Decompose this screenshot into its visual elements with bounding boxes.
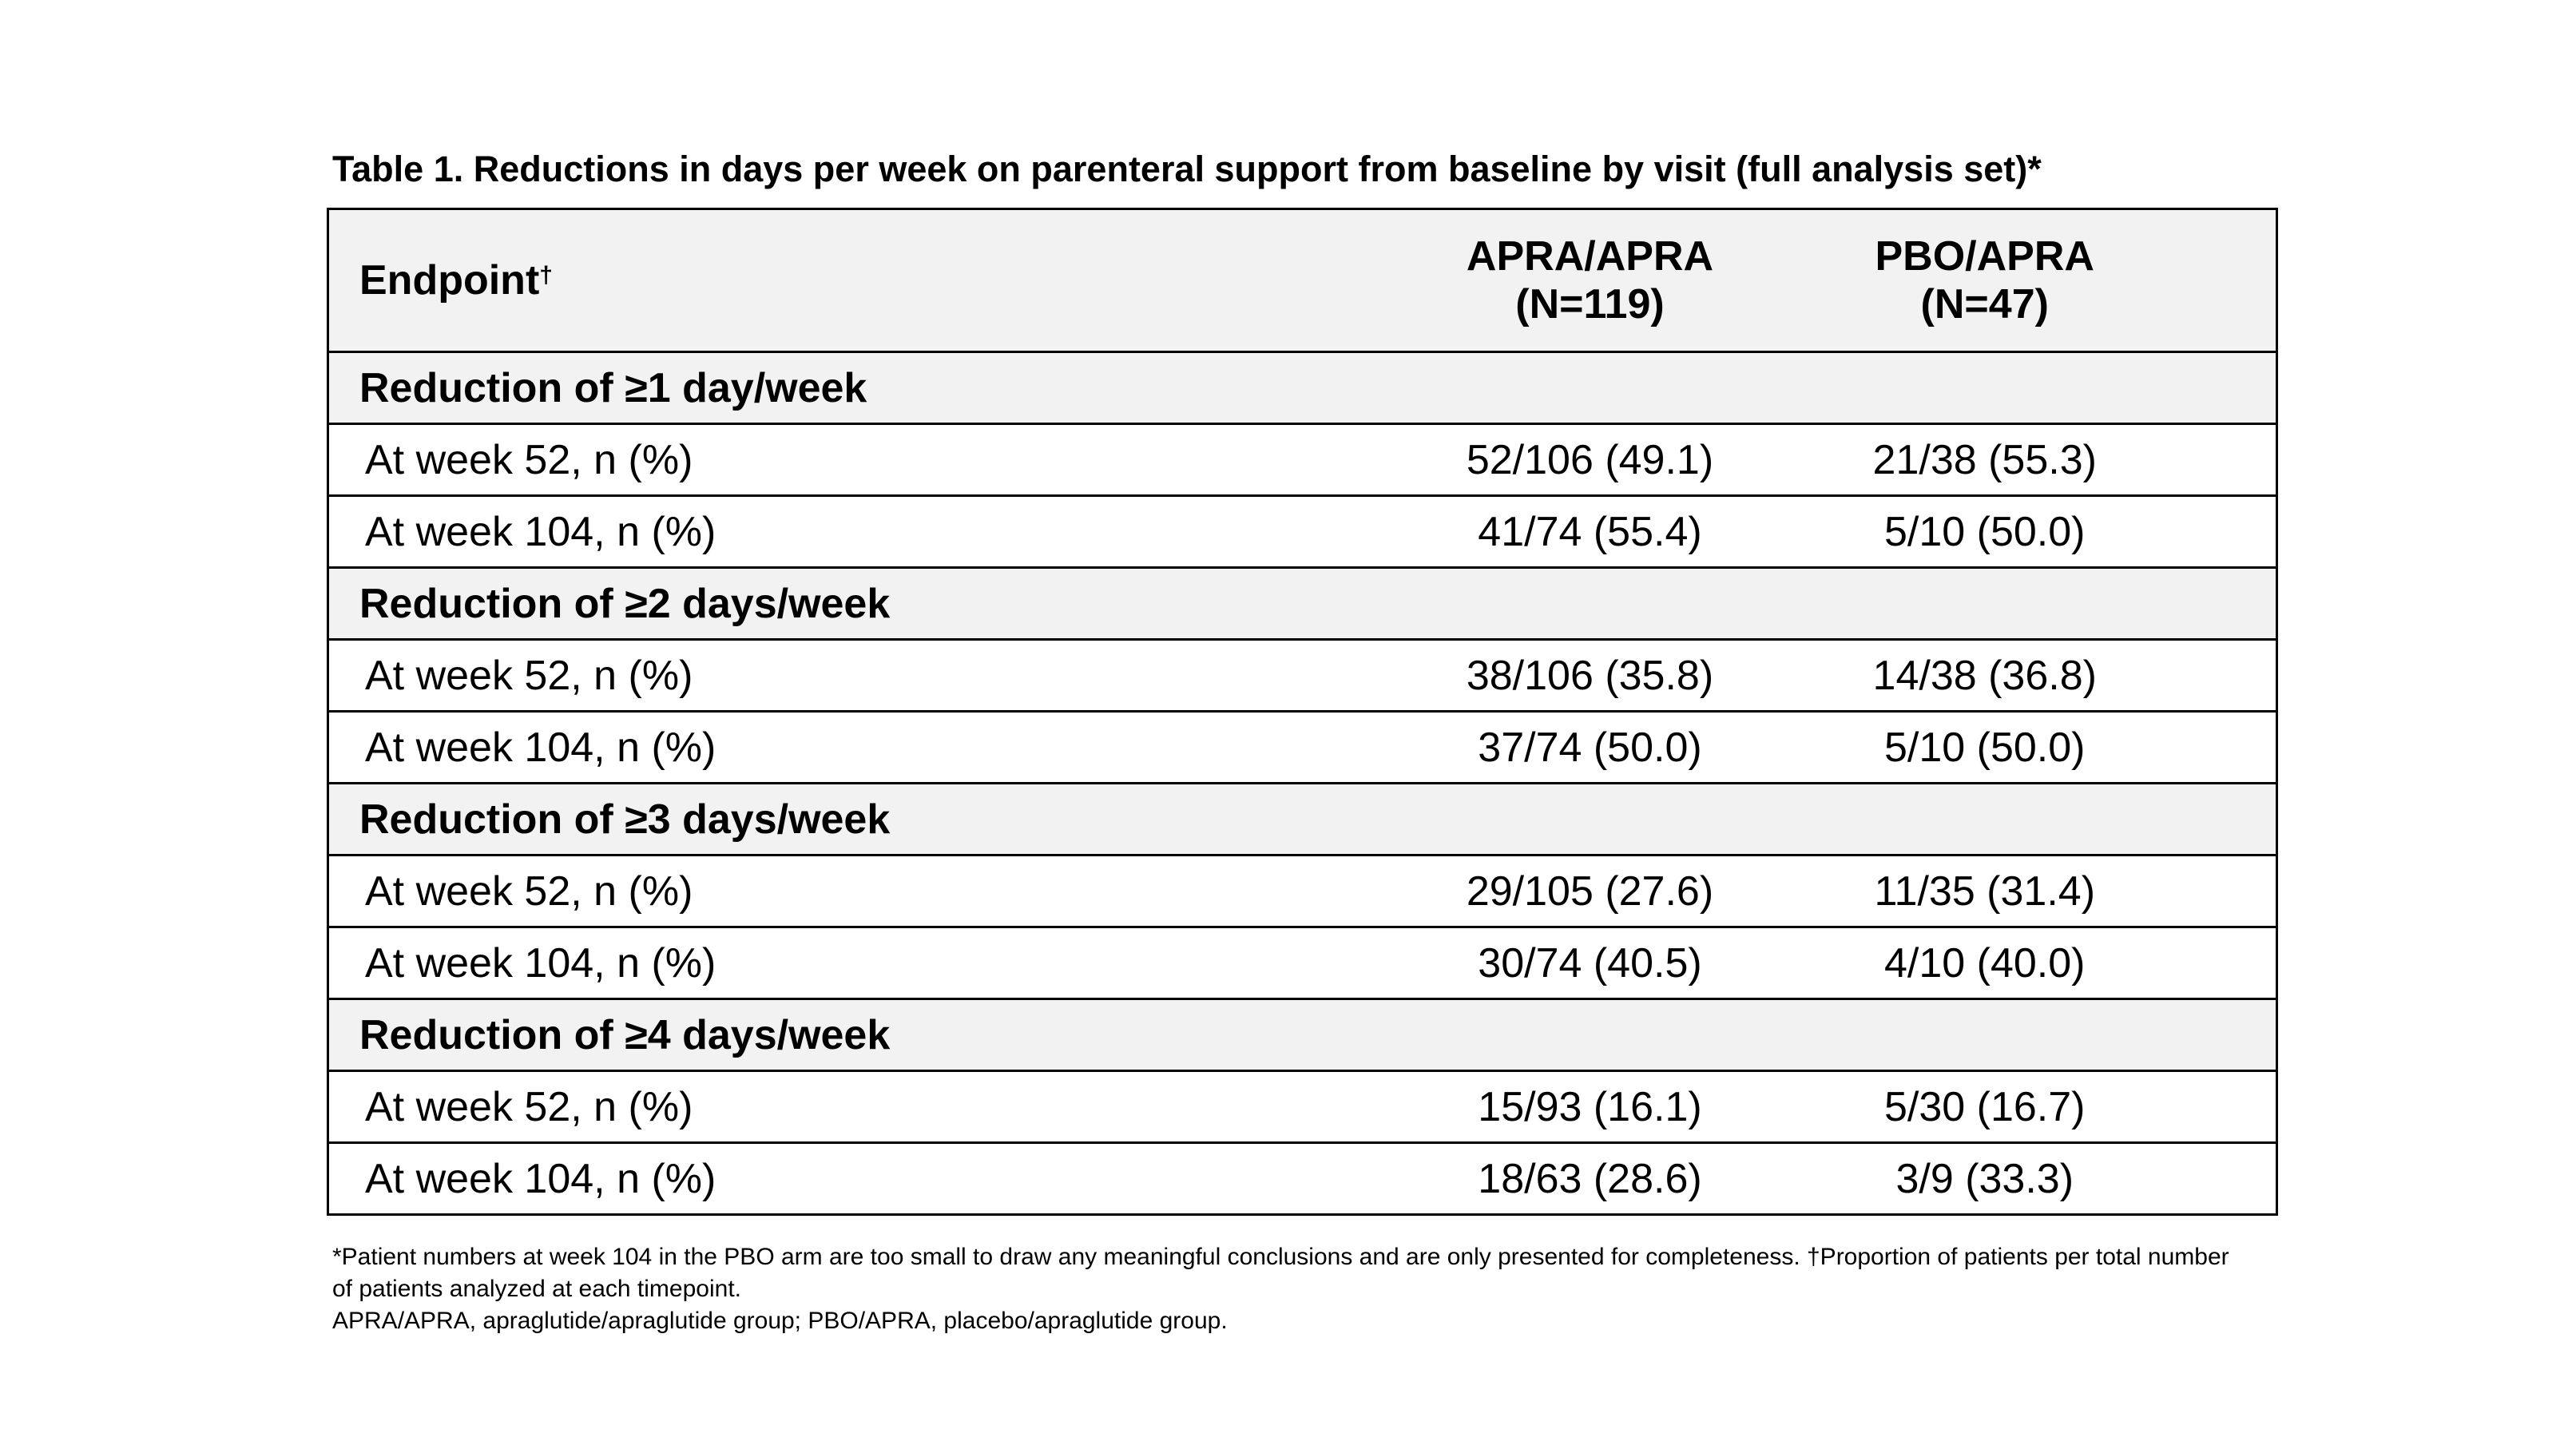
section-row [328, 784, 2277, 856]
row-label: At week 104, n (%) [328, 712, 1375, 784]
row-label: At week 104, n (%) [328, 927, 1375, 999]
row-label: At week 104, n (%) [328, 1143, 1375, 1215]
pbo-value: 3/9 (33.3) [1830, 1143, 2277, 1215]
apra-header-line1: APRA/APRA [1466, 233, 1714, 280]
row-label: At week 52, n (%) [328, 640, 1375, 712]
dagger-mark: † [539, 262, 553, 288]
table-footnotes [332, 1241, 2249, 1337]
pbo-value: 5/30 (16.7) [1830, 1071, 2277, 1143]
pbo-value: 14/38 (36.8) [1830, 640, 2277, 712]
endpoint-header-label: Endpoint [359, 257, 540, 304]
table-row [328, 424, 2277, 496]
column-header-apra-apra [1375, 209, 1830, 352]
apra-header-line2: (N=119) [1515, 281, 1665, 328]
section-row [328, 352, 2277, 424]
apra-value: 29/105 (27.6) [1375, 856, 1830, 927]
section-title: Reduction of ≥2 days/week [328, 568, 2277, 640]
footnote-1: *Patient numbers at week 104 in the PBO arm are too small to draw any meaningful conclusions and are only presented for completeness. †Proportion of patients per total number of patients analyzed at each timepoint. [332, 1244, 2229, 1302]
table-row [328, 496, 2277, 568]
apra-value: 30/74 (40.5) [1375, 927, 1830, 999]
table-row [328, 1071, 2277, 1143]
table-caption: Table 1. Reductions in days per week on parenteral support from baseline by visit (full analysis set)* [332, 149, 2042, 189]
apra-value: 38/106 (35.8) [1375, 640, 1830, 712]
row-label: At week 52, n (%) [328, 1071, 1375, 1143]
table-row [328, 1143, 2277, 1215]
table-row [328, 927, 2277, 999]
pbo-value: 11/35 (31.4) [1830, 856, 2277, 927]
apra-value: 52/106 (49.1) [1375, 424, 1830, 496]
table-header-row [328, 209, 2277, 352]
pbo-value: 5/10 (50.0) [1830, 712, 2277, 784]
section-title: Reduction of ≥4 days/week [328, 999, 2277, 1071]
row-label: At week 104, n (%) [328, 496, 1375, 568]
row-label: At week 52, n (%) [328, 424, 1375, 496]
footnote-2: APRA/APRA, apraglutide/apraglutide group; PBO/APRA, placebo/apraglutide group. [332, 1308, 1228, 1334]
apra-value: 18/63 (28.6) [1375, 1143, 1830, 1215]
section-title: Reduction of ≥1 day/week [328, 352, 2277, 424]
row-label: At week 52, n (%) [328, 856, 1375, 927]
section-title: Reduction of ≥3 days/week [328, 784, 2277, 856]
column-header-endpoint [328, 209, 1375, 352]
section-row [328, 999, 2277, 1071]
apra-value: 41/74 (55.4) [1375, 496, 1830, 568]
apra-value: 37/74 (50.0) [1375, 712, 1830, 784]
pbo-header-line1: PBO/APRA [1875, 233, 2094, 280]
pbo-value: 5/10 (50.0) [1830, 496, 2277, 568]
pbo-value: 4/10 (40.0) [1830, 927, 2277, 999]
apra-value: 15/93 (16.1) [1375, 1071, 1830, 1143]
pbo-header-line2: (N=47) [1920, 281, 2049, 328]
column-header-pbo-apra [1830, 209, 2277, 352]
section-row [328, 568, 2277, 640]
pbo-value: 21/38 (55.3) [1830, 424, 2277, 496]
table-row [328, 640, 2277, 712]
results-table [327, 208, 2278, 1216]
table-row [328, 712, 2277, 784]
table-row [328, 856, 2277, 927]
